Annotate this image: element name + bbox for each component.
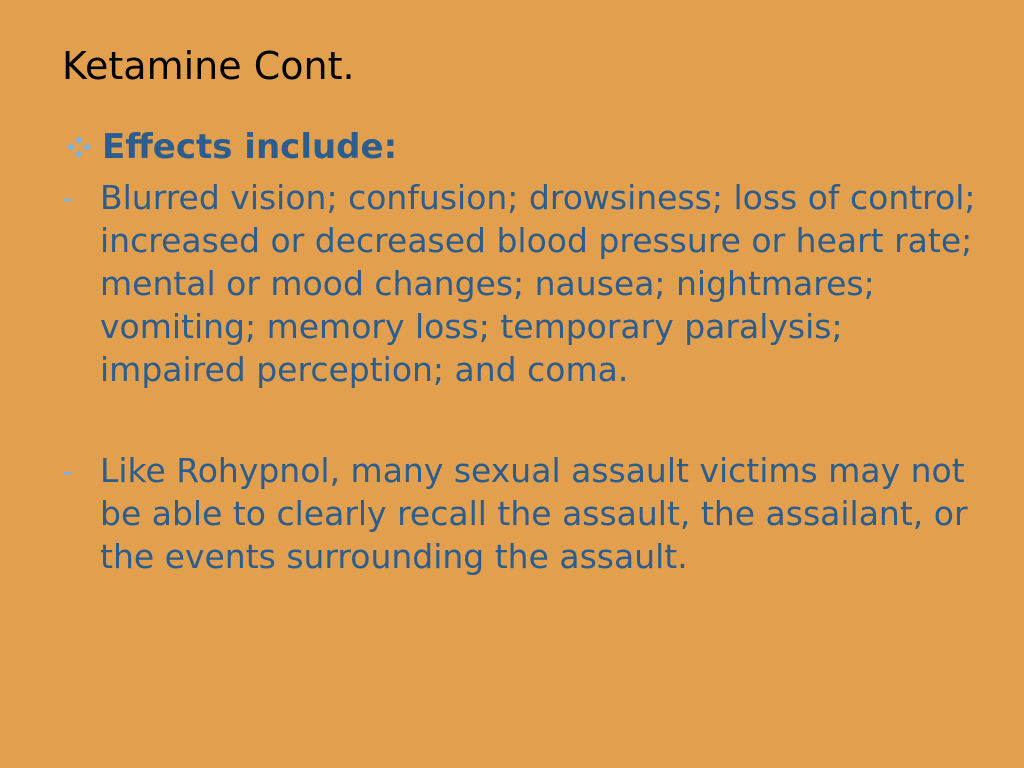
list-item bbox=[62, 449, 982, 578]
bullet-text-recall: Like Rohypnol, many sexual assault victims may not be able to clearly recall the assault, the assailant, or the events surrounding the assault. bbox=[100, 451, 968, 576]
heading-row bbox=[62, 122, 982, 172]
dash-icon: - bbox=[62, 178, 74, 217]
bullet-text-effects: Blurred vision; confusion; drowsiness; loss of control; increased or decreased blood pressure or heart rate; mental or mood changes; nausea; nightmares; vomiting; memory loss; temporary paralysis; impaired perception; and coma. bbox=[100, 178, 976, 389]
list-item bbox=[62, 176, 982, 391]
four-diamond-icon bbox=[64, 135, 94, 159]
dash-icon: - bbox=[62, 451, 74, 490]
slide-body bbox=[62, 122, 982, 578]
effects-heading: Effects include: bbox=[102, 127, 398, 167]
slide-title: Ketamine Cont. bbox=[62, 44, 355, 88]
